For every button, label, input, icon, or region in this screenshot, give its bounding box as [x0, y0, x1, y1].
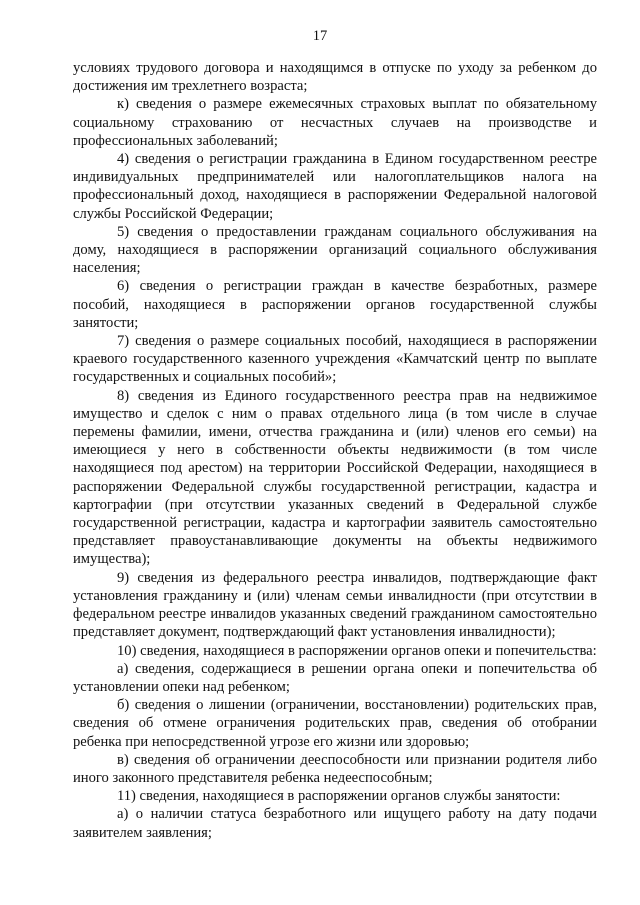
page-number: 17: [312, 28, 328, 44]
paragraph-item-8: 8) сведения из Единого государственного реестра прав на недвижимое имущество и сделок с ним о правах отдельного лица (в том числе в случае перемены фамилии, имени, отчества гражданина и (или) членов его семьи) на имеющиеся у него в собственности объекты недвижимости (в том числе находящиеся под арестом) на территории Российской Федерации, находящиеся в распоряжении Федеральной службы государственной регистрации, кадастра и картографии (при отсутствии указанных сведений в Федеральной службе государственной регистрации, кадастра и картографии заявитель самостоятельно представляет правоустанавливающие документы на объекты недвижимого имущества);: [73, 387, 597, 568]
paragraph-item-10a: а) сведения, содержащиеся в решении органа опеки и попечительства об установлении опеки над ребенком;: [73, 660, 597, 695]
document-body: [73, 59, 597, 842]
paragraph-item-7: 7) сведения о размере социальных пособий, находящиеся в распоряжении краевого государственного казенного учреждения «Камчатский центр по выплате государственных и социальных пособий»;: [73, 333, 597, 386]
paragraph-item-9: 9) сведения из федерального реестра инвалидов, подтверждающие факт установления гражданину и (или) членам семьи инвалидности (при отсутствии в федеральном реестре инвалидов указанных сведений гражданином самостоятельно представляет документ, подтверждающий факт установления инвалидности);: [73, 569, 597, 641]
paragraph-item-5: 5) сведения о предоставлении гражданам социального обслуживания на дому, находящиеся в распоряжении организаций социального обслуживания населения;: [73, 223, 597, 277]
paragraph-item-10: 10) сведения, находящиеся в распоряжении органов опеки и попечительства:: [117, 642, 597, 659]
paragraph-item-10v: в) сведения об ограничении дееспособности или признании родителя либо иного законного представителя ребенка недееспособным;: [73, 751, 597, 786]
paragraph-item-11: 11) сведения, находящиеся в распоряжении органов службы занятости:: [117, 788, 561, 805]
paragraph-continuation: условиях трудового договора и находящимся в отпуске по уходу за ребенком до достижения им трехлетнего возраста;: [73, 60, 597, 95]
paragraph-item-10b: б) сведения о лишении (ограничении, восстановлении) родительских прав, сведения об отмене ограничения родительских прав, сведения об отобрании ребенка при непосредственной угрозе его жизни или здоровью;: [73, 697, 597, 750]
paragraph-item-4: 4) сведения о регистрации гражданина в Едином государственном реестре индивидуальных предпринимателей или налогоплательщиков налога на профессиональный доход, находящиеся в распоряжении Федеральной налоговой службы Российской Федерации;: [73, 151, 597, 222]
paragraph-item-k: к) сведения о размере ежемесячных страховых выплат по обязательному социальному страхованию от несчастных случаев на производстве и профессиональных заболеваний;: [73, 96, 597, 149]
paragraph-item-11a: а) о наличии статуса безработного или ищущего работу на дату подачи заявителем заявления;: [73, 806, 597, 841]
paragraph-item-6: 6) сведения о регистрации граждан в качестве безработных, размере пособий, находящиеся в распоряжении органов государственной службы занятости;: [73, 278, 597, 331]
